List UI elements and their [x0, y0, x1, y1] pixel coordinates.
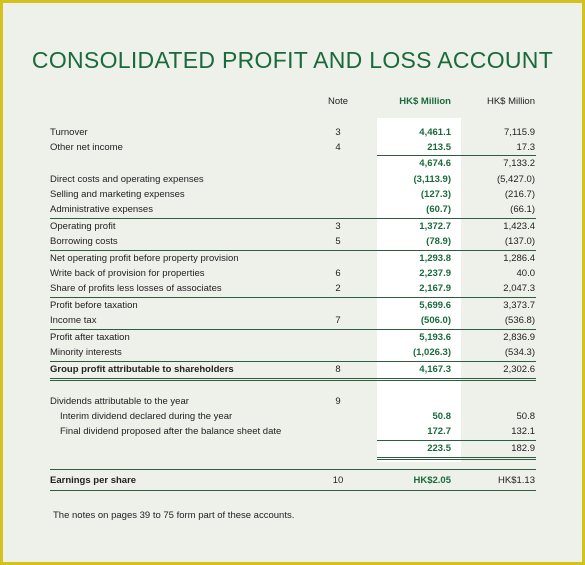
rule [377, 457, 536, 458]
header-current-year: HK$ Million [399, 96, 451, 107]
table-row [50, 394, 536, 409]
row-note: 3 [335, 221, 341, 232]
row-previous: HK$1.13 [498, 475, 535, 486]
row-previous: (5,427.0) [496, 174, 535, 185]
row-current: 172.7 [427, 426, 451, 437]
table-row [50, 330, 536, 345]
row-previous: 2,302.6 [503, 364, 535, 375]
row-previous: (534.3) [504, 347, 535, 358]
row-current: 213.5 [427, 142, 451, 153]
row-previous: 2,836.9 [503, 332, 535, 343]
row-label: Turnover [50, 127, 88, 138]
row-label: Direct costs and operating expenses [50, 174, 204, 185]
table-row [50, 345, 536, 360]
row-current: (506.0) [420, 315, 451, 326]
row-previous: (66.1) [510, 204, 535, 215]
row-note: 6 [335, 268, 341, 279]
row-note: 7 [335, 315, 341, 326]
row-label: Earnings per share [50, 475, 137, 486]
row-label: Group profit attributable to shareholders [50, 364, 234, 375]
row-label: Share of profits less losses of associates [50, 283, 222, 294]
footnote: The notes on pages 39 to 75 form part of these accounts. [53, 510, 295, 521]
page-title: CONSOLIDATED PROFIT AND LOSS ACCOUNT [31, 47, 554, 73]
row-label: Dividends attributable to the year [50, 396, 189, 407]
row-current: 4,167.3 [419, 364, 451, 375]
row-label: Borrowing costs [50, 236, 118, 247]
page [3, 3, 582, 562]
row-label: Profit after taxation [50, 332, 130, 343]
row-current: (1,026.3) [412, 347, 451, 358]
row-label: Administrative expenses [50, 204, 153, 215]
header-note: Note [327, 96, 349, 107]
table-row [50, 219, 536, 234]
row-previous: 40.0 [516, 268, 535, 279]
row-previous: 1,286.4 [503, 253, 535, 264]
row-current: 4,674.6 [419, 158, 451, 169]
row-previous: 132.1 [511, 426, 535, 437]
header-previous-year: HK$ Million [486, 96, 535, 107]
row-previous: 7,133.2 [503, 158, 535, 169]
row-note: 8 [335, 364, 341, 375]
row-current: 1,372.7 [419, 221, 451, 232]
row-label: Selling and marketing expenses [50, 189, 185, 200]
row-previous: 182.9 [511, 443, 535, 454]
table-row [50, 125, 536, 140]
row-previous: (137.0) [504, 236, 535, 247]
row-note: 2 [335, 283, 341, 294]
table-row [50, 313, 536, 328]
rule [377, 459, 536, 460]
row-current: 223.5 [427, 443, 451, 454]
table-row [50, 281, 536, 296]
row-note: 3 [335, 127, 341, 138]
row-label: Other net income [50, 142, 123, 153]
row-previous: (216.7) [504, 189, 535, 200]
row-previous: 1,423.4 [503, 221, 535, 232]
table-row [50, 298, 536, 313]
row-current: 1,293.8 [419, 253, 451, 264]
table-row-eps [50, 473, 536, 488]
table-row [50, 187, 536, 202]
row-note: 9 [335, 396, 341, 407]
row-label: Interim dividend declared during the year [60, 411, 233, 422]
table-row [50, 140, 536, 155]
row-label: Net operating profit before property provision [50, 253, 239, 264]
row-current: 2,237.9 [419, 268, 451, 279]
row-current: (78.9) [426, 236, 451, 247]
table-row [50, 202, 536, 217]
table-row-total [50, 362, 536, 377]
rule [50, 490, 536, 491]
row-current: 5,193.6 [419, 332, 451, 343]
row-label: Profit before taxation [50, 300, 138, 311]
table-row [50, 234, 536, 249]
row-previous: 17.3 [516, 142, 535, 153]
row-previous: 7,115.9 [504, 127, 535, 138]
row-current: HK$2.05 [413, 475, 451, 486]
row-previous: 2,047.3 [503, 283, 535, 294]
row-label: Final dividend proposed after the balance sheet date [60, 426, 282, 437]
table-row [50, 266, 536, 281]
row-current: 2,167.9 [419, 283, 451, 294]
row-note: 4 [335, 142, 341, 153]
table-row [50, 172, 536, 187]
row-label: Minority interests [50, 347, 122, 358]
table-row [50, 424, 536, 439]
row-current: (127.3) [420, 189, 451, 200]
table-row [50, 251, 536, 266]
row-label: Write back of provision for properties [50, 268, 205, 279]
row-note: 5 [335, 236, 341, 247]
row-previous: 50.8 [516, 411, 535, 422]
rule [50, 380, 536, 381]
row-previous: (536.8) [504, 315, 535, 326]
row-label: Income tax [50, 315, 97, 326]
row-current: 50.8 [432, 411, 451, 422]
rule [50, 378, 536, 379]
table-row-subtotal [50, 156, 536, 171]
row-label: Operating profit [50, 221, 116, 232]
row-current: (3,113.9) [413, 174, 451, 185]
row-current: (60.7) [426, 204, 451, 215]
row-note: 10 [332, 475, 344, 486]
rule [50, 469, 536, 470]
row-current: 5,699.6 [419, 300, 451, 311]
row-current: 4,461.1 [419, 127, 451, 138]
table-row [50, 409, 536, 424]
row-previous: 3,373.7 [503, 300, 535, 311]
table-row-subtotal [50, 441, 536, 456]
